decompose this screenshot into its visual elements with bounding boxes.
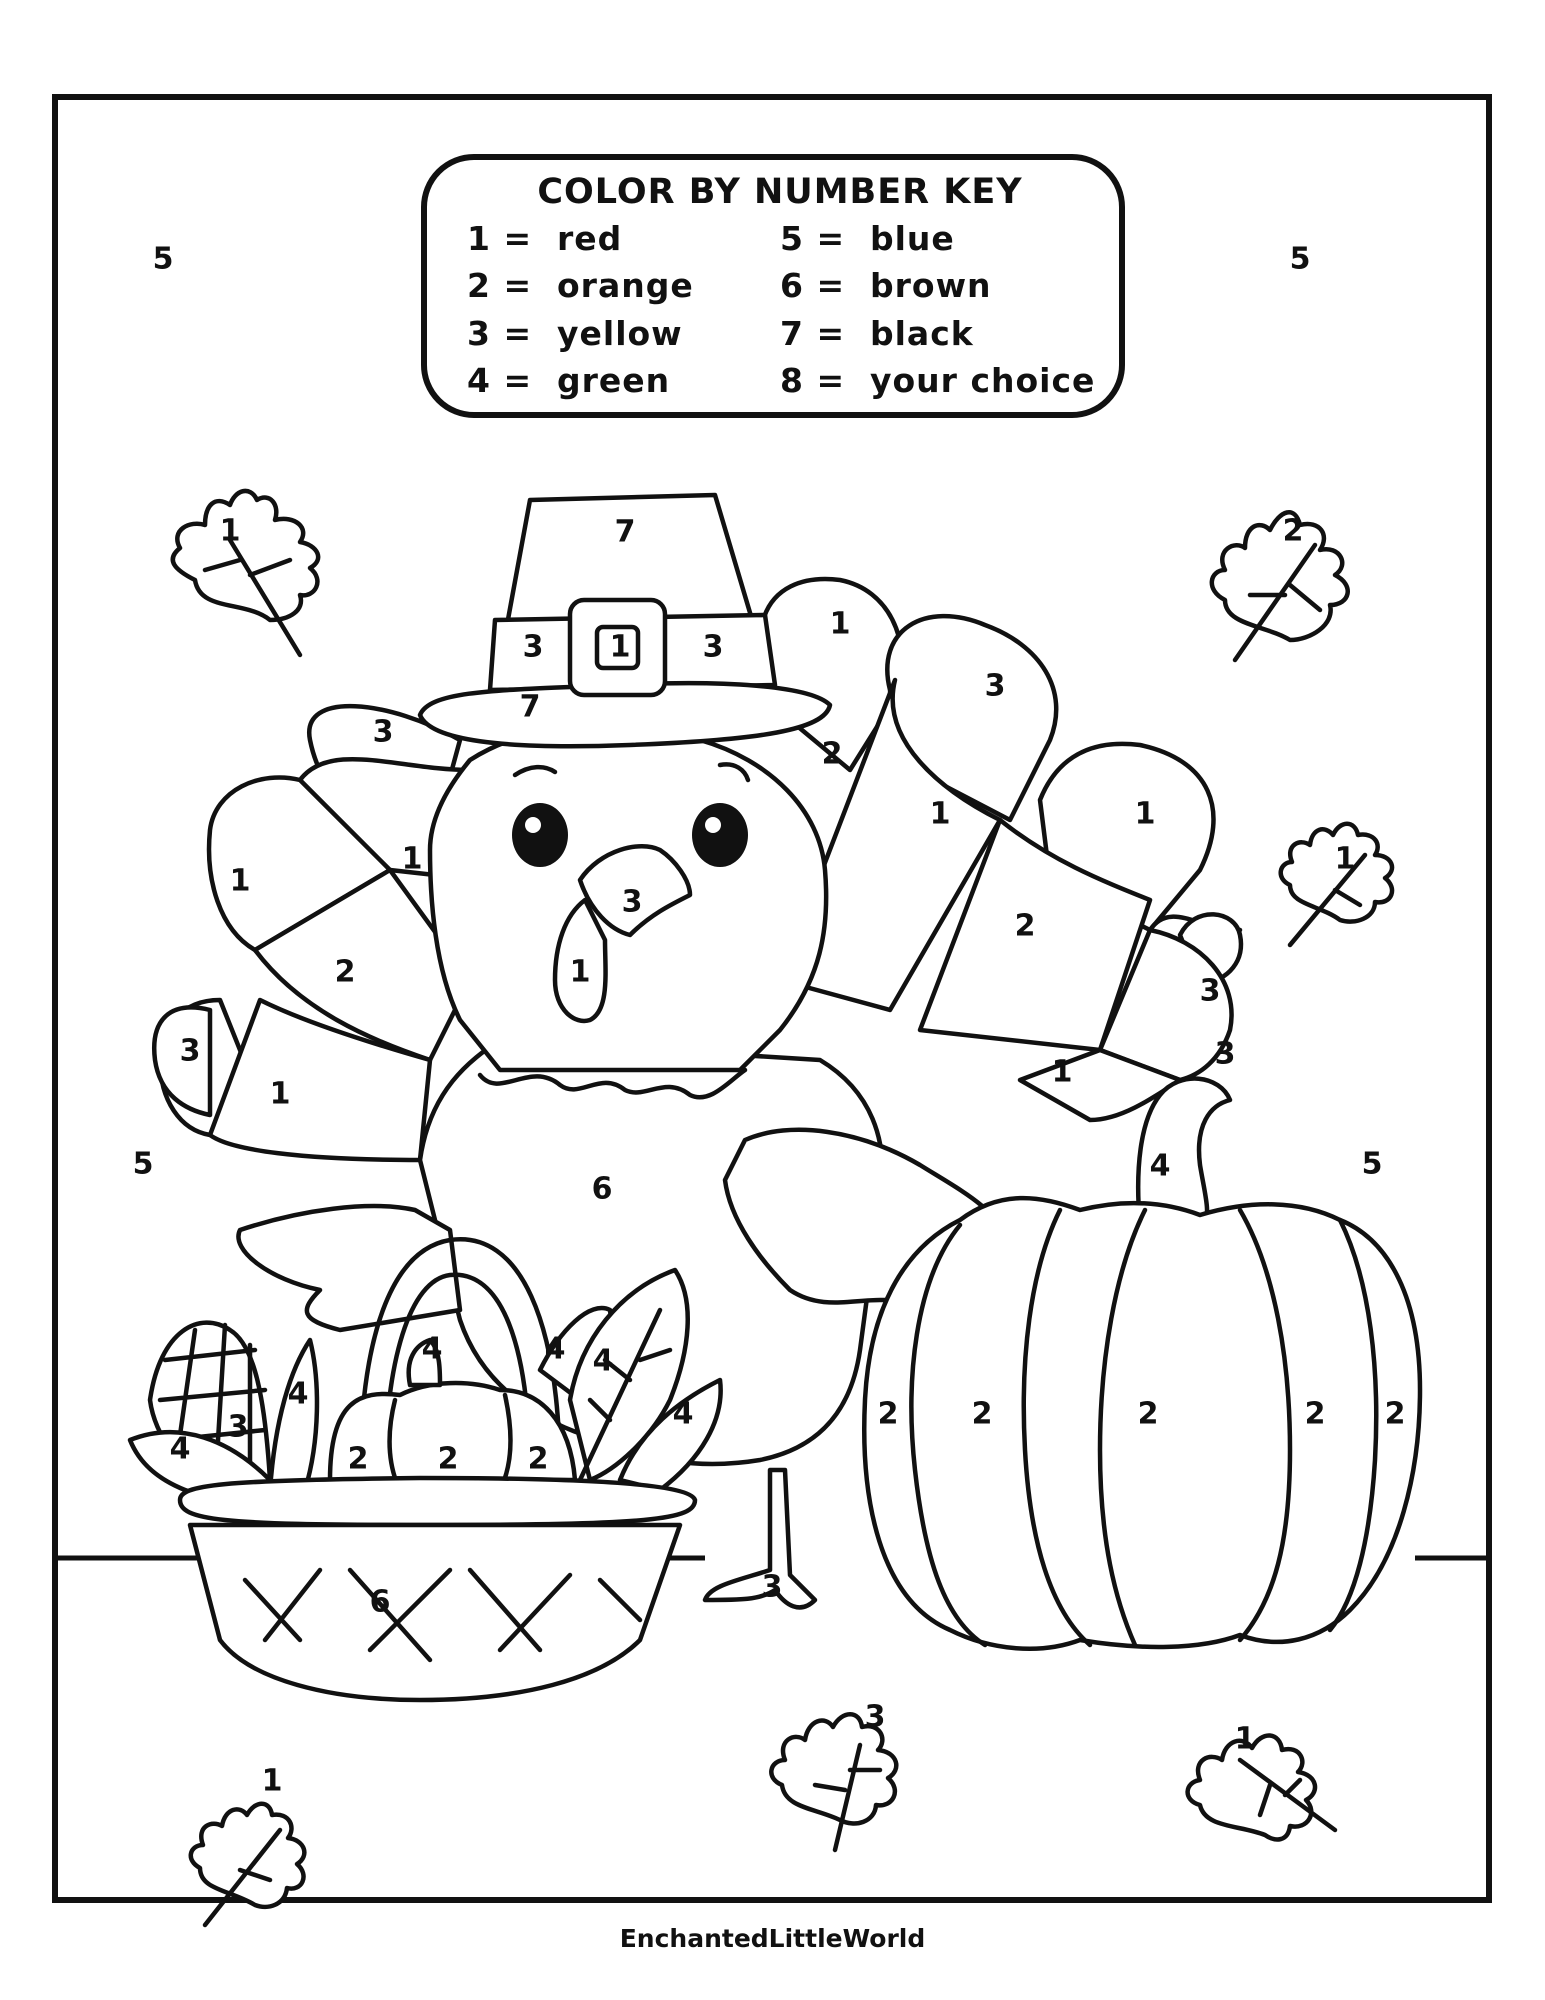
color-key-title: COLOR BY NUMBER KEY [537,172,1023,212]
key-entry-color: red [557,219,623,258]
number-label: 4 [544,1331,566,1367]
number-label: 2 [334,954,356,990]
number-label: 3 [1199,973,1221,1009]
number-label: 7 [519,689,541,725]
key-entry-number: 8 = [780,361,846,400]
number-label: 1 [1051,1054,1073,1090]
number-label: 2 [1282,513,1304,549]
number-label: 2 [347,1441,369,1477]
number-label: 4 [421,1331,443,1367]
number-label: 1 [229,863,251,899]
maple-leaf-bottom-right [1188,1735,1335,1839]
maple-leaf-bottom-left [191,1804,305,1925]
turkey-left-eye [512,803,568,867]
key-entry-number: 5 = [780,219,846,258]
number-label: 3 [372,714,394,750]
number-label: 3 [984,668,1006,704]
number-label: 1 [929,796,951,832]
number-label: 1 [269,1076,291,1112]
key-entry-number: 6 = [780,266,846,305]
number-label: 5 [132,1146,154,1182]
pumpkin [864,1079,1420,1649]
footer-credit: EnchantedLittleWorld [619,1924,926,1953]
number-label: 4 [672,1396,694,1432]
number-label: 3 [522,629,544,665]
number-label: 2 [1014,908,1036,944]
number-label: 3 [621,884,643,920]
number-label: 3 [1214,1036,1236,1072]
number-label: 2 [821,736,843,772]
number-label: 1 [401,841,423,877]
color-key-box [424,157,1122,415]
number-label: 6 [591,1171,613,1207]
key-entry-color: brown [870,266,992,305]
key-entry-color: orange [557,266,694,305]
number-label: 3 [761,1569,783,1605]
number-label: 1 [261,1763,283,1799]
number-label: 1 [219,513,241,549]
number-label: 2 [1137,1396,1159,1432]
number-label: 3 [179,1033,201,1069]
number-label: 1 [1134,796,1156,832]
key-entry-number: 7 = [780,314,846,353]
key-entry-color: blue [870,219,955,258]
number-label: 1 [1234,1721,1256,1757]
key-entry-color: green [557,361,671,400]
number-label: 2 [437,1441,459,1477]
number-label: 1 [569,954,591,990]
key-entry-color: yellow [557,314,683,353]
number-label: 1 [829,606,851,642]
number-label: 4 [592,1343,614,1379]
number-label: 2 [1384,1396,1406,1432]
number-label: 5 [152,241,174,277]
number-label: 1 [1334,841,1356,877]
key-entry-color: your choice [870,361,1096,400]
number-label: 4 [1149,1148,1171,1184]
maple-leaf-top-right [1212,512,1348,660]
number-label: 4 [287,1376,309,1412]
number-label: 2 [971,1396,993,1432]
number-label: 6 [369,1584,391,1620]
maple-leaf-top-left [173,491,318,655]
key-entry-color: black [870,314,974,353]
number-label: 2 [877,1396,899,1432]
key-entry-number: 4 = [467,361,533,400]
key-entry-number: 2 = [467,266,533,305]
number-label: 5 [1361,1146,1383,1182]
number-label: 4 [169,1431,191,1467]
key-entry-number: 1 = [467,219,533,258]
number-label: 2 [1304,1396,1326,1432]
number-label: 1 [609,629,631,665]
number-label: 2 [527,1441,549,1477]
number-label: 3 [702,629,724,665]
number-label: 7 [614,514,636,550]
number-label: 3 [227,1409,249,1445]
key-entry-number: 3 = [467,314,533,353]
maple-leaf-bottom-center [771,1714,896,1850]
turkey-foot [705,1470,815,1607]
turkey-right-eye [692,803,748,867]
number-label: 3 [864,1699,886,1735]
number-label: 5 [1289,241,1311,277]
